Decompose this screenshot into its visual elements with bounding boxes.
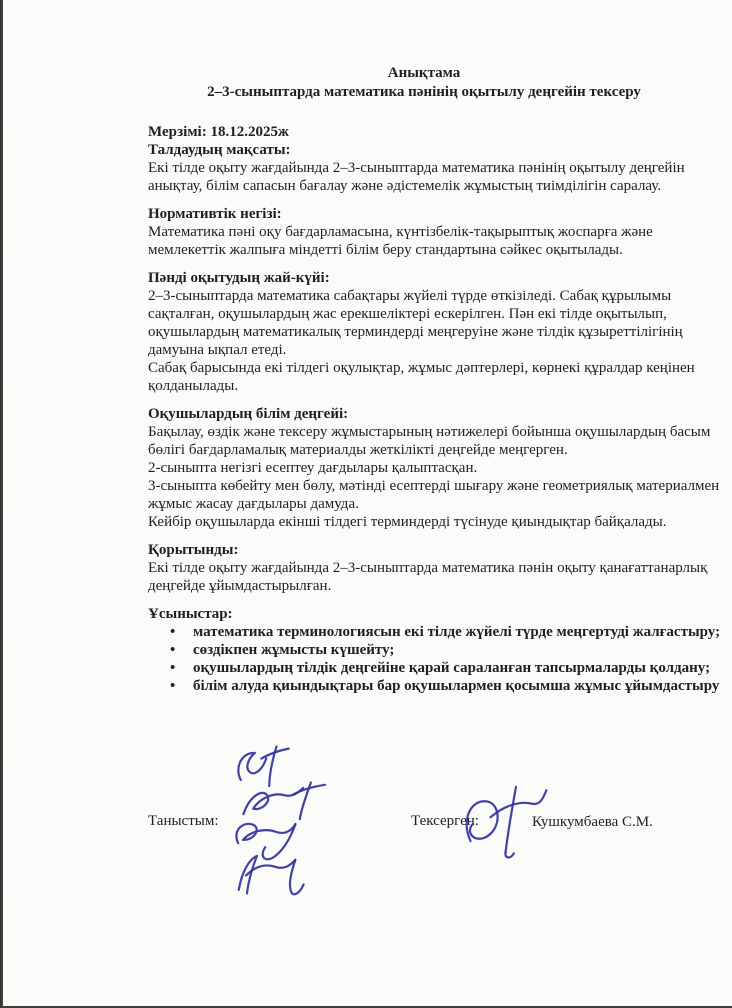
body-line: 3-сыныпта көбейту мен бөлу, мәтінді есептерді шығару және геометриялық материалмен <box>148 478 720 494</box>
signature-ink-4 <box>229 846 320 903</box>
section-heading: Талдаудың мақсаты: <box>148 142 291 158</box>
section-heading: Мерзімі: 18.12.2025ж <box>148 124 289 140</box>
bullet-text: оқушылардың тілдік деңгейіне қарай сараланған тапсырмаларды қолдану; <box>193 660 711 676</box>
body-line: оқушылардың математикалық терминдерді меңгеруіне және тілдік құзыреттілігінің <box>148 324 683 340</box>
scanned-document <box>148 64 721 695</box>
signature-ink-1 <box>230 741 308 794</box>
bullet-text: білім алуда қиындықтары бар оқушылармен қосымша жұмыс ұйымдастыру <box>193 678 720 694</box>
body-line: қолданылады. <box>148 378 239 394</box>
document-body <box>148 123 721 695</box>
body-line: жұмыс жасау дағдылары дамуда. <box>148 496 359 512</box>
bullet-item <box>148 677 720 695</box>
bullet-item <box>148 659 711 677</box>
signature-ink-inspector <box>452 778 559 866</box>
section-heading: Пәнді оқытудың жай-күйі: <box>148 270 330 286</box>
bullet-icon: • <box>170 678 176 694</box>
body-line: Кейбір оқушыларда екінші тілдегі терминдерді түсінуде қиындықтар байқалады. <box>148 514 667 530</box>
body-line: Екі тілде оқыту жағдайында 2–3-сыныптарда математика пәнінің оқытылу деңгейін <box>148 160 685 176</box>
section-gap <box>148 195 700 205</box>
section-gap <box>148 259 700 269</box>
bullet-icon: • <box>170 624 176 640</box>
section-gap <box>148 531 700 541</box>
body-line: бөлігі бағдарламалық материалды жеткілікті деңгейде меңгерген. <box>148 442 568 458</box>
document-subtitle: 2–3-сыныптарда математика пәнінің оқытылу деңгейін тексеру <box>207 84 641 100</box>
body-line: 2-сыныпта негізгі есептеу дағдылары қалыптасқан. <box>148 460 478 476</box>
bullet-item <box>148 641 700 659</box>
body-line: дамуына ықпал етеді. <box>148 342 287 358</box>
section-heading: Ұсыныстар: <box>148 606 233 622</box>
body-line: Бақылау, өздік және тексеру жұмыстарының нәтижелері бойынша оқушылардың басым <box>148 424 711 440</box>
bullet-item <box>148 623 721 641</box>
signature-ink-3 <box>227 815 311 866</box>
body-line: деңгейде ұйымдастырылған. <box>148 578 332 594</box>
bullet-text: математика терминологиясын екі тілде жүйелі түрде меңгертуді жалғастыру; <box>193 624 721 640</box>
body-line: 2–3-сыныптарда математика сабақтары жүйелі түрде өткізіледі. Сабақ құрылымы <box>148 288 672 304</box>
body-line: Математика пәні оқу бағдарламасына, күнтізбелік-тақырыптық жоспарға және <box>148 224 653 240</box>
body-line: Екі тілде оқыту жағдайында 2–3-сыныптарда математика пәнін оқыту қанағаттанарлық <box>148 560 708 576</box>
body-line: анықтау, білім сапасын бағалау және әдістемелік жұмыстың тиімділігін саралау. <box>148 178 662 194</box>
checked-by-label: Тексерген: <box>411 813 479 829</box>
section-heading: Қорытынды: <box>148 542 239 558</box>
document-header <box>148 64 700 102</box>
section-heading: Оқушылардың білім деңгейі: <box>148 406 349 422</box>
document-title: Анықтама <box>387 65 461 81</box>
bullet-icon: • <box>170 660 176 676</box>
body-line: Сабақ барысында екі тілдегі оқулықтар, жұмыс дәптерлері, көрнекі құралдар кеңінен <box>148 360 695 376</box>
section-gap <box>148 595 700 605</box>
bullet-text: сөздікпен жұмысты күшейту; <box>193 642 395 658</box>
scan-edge-left <box>0 0 3 1008</box>
acknowledged-label: Таныстым: <box>148 813 219 829</box>
body-line: мемлекеттік жалпыға міндетті білім беру стандартына сәйкес оқытылады. <box>148 242 623 258</box>
signature-ink-2 <box>237 780 331 829</box>
bullet-icon: • <box>170 642 176 658</box>
section-heading: Нормативтік негізі: <box>148 206 282 222</box>
section-gap <box>148 395 700 405</box>
body-line: сақталған, оқушылардың жас ерекшеліктері ескерілген. Пән екі тілде оқытылып, <box>148 306 667 322</box>
inspector-name: Кушкумбаева С.М. <box>532 814 653 830</box>
